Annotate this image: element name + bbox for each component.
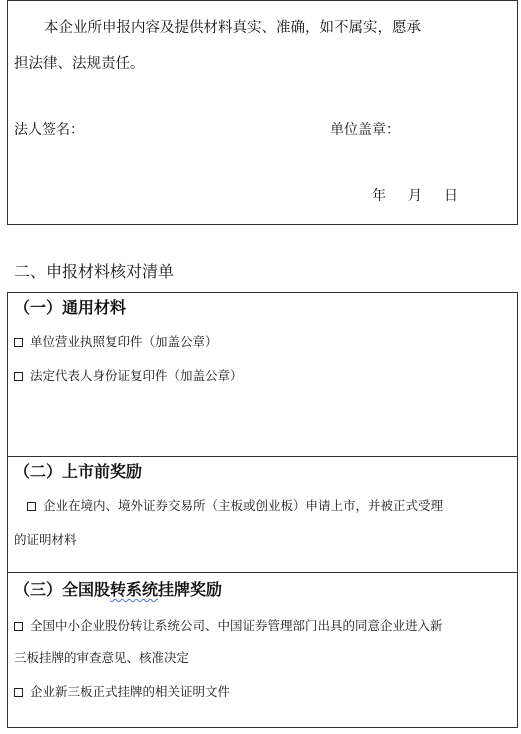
section-heading-general: （一）通用材料 xyxy=(14,298,127,317)
unit-seal-label: 单位盖章： xyxy=(330,122,400,138)
checklist-item xyxy=(14,616,443,636)
section-heading-pre-listing: （二）上市前奖励 xyxy=(14,462,143,481)
heading-suffix: 挂牌奖励 xyxy=(158,580,223,599)
declaration-line-2: 担法律、法规责任。 xyxy=(14,56,145,72)
checklist-item xyxy=(14,332,218,352)
section-divider xyxy=(7,572,518,573)
declaration-line-1: 本企业所申报内容及提供材料真实、准确，如不属实，愿承 xyxy=(44,20,421,36)
checkbox[interactable] xyxy=(14,622,23,631)
checklist-item-label: 单位营业执照复印件（加盖公章） xyxy=(30,334,218,349)
section-heading-neeq-listing xyxy=(14,580,222,600)
checklist-item xyxy=(14,682,230,702)
checklist-item-continuation: 的证明材料 xyxy=(14,532,77,547)
checklist-item xyxy=(14,366,243,386)
checklist-title: 二、申报材料核对清单 xyxy=(14,262,175,281)
checklist-item-label: 全国中小企业股份转让系统公司、中国证券管理部门出具的同意企业进入新 xyxy=(30,618,443,633)
checklist-item-label: 法定代表人身份证复印件（加盖公章） xyxy=(30,368,243,383)
checklist-item-label: 企业在境内、境外证券交易所（主板或创业板）申请上市，并被正式受理 xyxy=(43,498,444,513)
checklist-item xyxy=(27,496,443,516)
checkbox[interactable] xyxy=(14,372,23,381)
heading-prefix: （三）全国股 xyxy=(14,580,111,599)
checklist-item-continuation: 三板挂牌的审查意见、核准决定 xyxy=(14,650,190,665)
section-divider xyxy=(7,456,518,457)
date-label: 年 月 日 xyxy=(372,188,462,204)
checklist-item-label: 企业新三板正式挂牌的相关证明文件 xyxy=(30,684,231,699)
spellcheck-marked-text: 转系统 xyxy=(110,580,159,599)
checkbox[interactable] xyxy=(27,502,36,511)
checkbox[interactable] xyxy=(14,338,23,347)
legal-rep-signature-label: 法人签名： xyxy=(14,122,84,138)
checkbox[interactable] xyxy=(14,688,23,697)
